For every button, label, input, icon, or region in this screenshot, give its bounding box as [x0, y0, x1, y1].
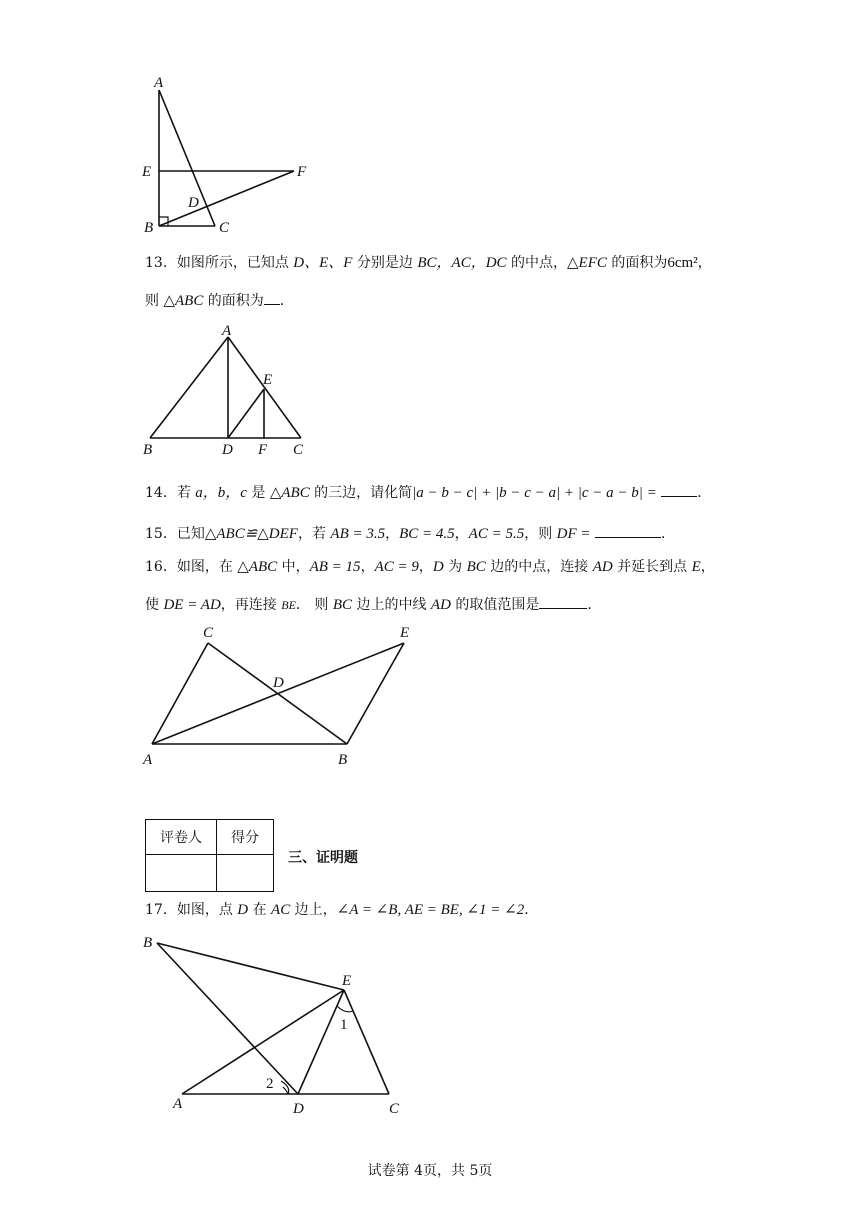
- label-b: B: [338, 752, 348, 768]
- segment-ab: [150, 337, 228, 438]
- label-c: C: [389, 1101, 400, 1117]
- question-15: 15．已知△ABC≌△DEF，若 AB = 3.5，BC = 4.5，AC = 5.5，则 DF = ．: [145, 522, 675, 544]
- segment-ac: [152, 643, 208, 744]
- segment-ae: [152, 643, 404, 744]
- label-e: E: [263, 372, 273, 388]
- label-a: A: [154, 75, 164, 91]
- label-c: C: [219, 220, 230, 236]
- segment-be: [347, 643, 404, 744]
- answer-blank-15[interactable]: [595, 522, 661, 538]
- segment-bf: [159, 171, 294, 226]
- label-d: D: [188, 195, 199, 211]
- grader-cell[interactable]: [146, 855, 217, 892]
- label-b: B: [143, 442, 153, 458]
- section-title: 三、证明题: [288, 850, 358, 866]
- segment-de: [228, 389, 264, 438]
- label-e: E: [342, 973, 352, 989]
- label-d: D: [293, 1101, 304, 1117]
- label-e: E: [142, 164, 152, 180]
- question-16-line-2: 使 DE = AD，再连接 BE． 则 BC 边上的中线 AD 的取值范围是 ．: [145, 593, 601, 615]
- score-header: 得分: [217, 820, 274, 855]
- label-c: C: [203, 625, 214, 641]
- figure-q13: [135, 320, 315, 460]
- figure-q12: [130, 70, 330, 240]
- score-table: [145, 819, 274, 892]
- grader-header: 评卷人: [146, 820, 217, 855]
- label-d: D: [222, 442, 233, 458]
- segment-be: [157, 943, 344, 990]
- question-13-line-2: 则 △ABC 的面积为 ．: [145, 289, 294, 311]
- label-f: F: [258, 442, 268, 458]
- answer-blank-14[interactable]: [661, 481, 697, 497]
- segment-ac: [159, 90, 215, 226]
- label-e: E: [400, 625, 410, 641]
- label-b: B: [144, 220, 154, 236]
- label-a: A: [173, 1096, 183, 1112]
- answer-blank-16[interactable]: [539, 593, 587, 609]
- question-13-line-1: 13．如图所示，已知点 D、E、F 分别是边 BC，AC，DC 的中点，△EFC 的面积为6cm²，: [145, 255, 712, 271]
- question-14: 14．若 a，b，c 是 △ABC 的三边，请化简|a − b − c| + |b − c − a| + |c − a − b| = ．: [145, 481, 711, 503]
- label-angle-2: 2: [266, 1076, 274, 1092]
- answer-blank-13[interactable]: [264, 289, 280, 305]
- label-a: A: [222, 323, 232, 339]
- label-c: C: [293, 442, 304, 458]
- figure-q17: [135, 925, 425, 1125]
- label-angle-1: 1: [340, 1017, 348, 1033]
- score-cell[interactable]: [217, 855, 274, 892]
- segment-ae: [182, 990, 344, 1094]
- figure-q16: [135, 615, 435, 775]
- segment-bd: [157, 943, 298, 1094]
- segment-ec: [344, 990, 389, 1094]
- label-f: F: [297, 164, 307, 180]
- label-d: D: [273, 675, 284, 691]
- label-b: B: [143, 935, 153, 951]
- label-a: A: [143, 752, 153, 768]
- angle-2-arc: [283, 1087, 288, 1094]
- question-17: 17．如图，点 D 在 AC 边上，∠A = ∠B, AE = BE, ∠1 = ∠2．: [145, 902, 539, 918]
- page-footer: 试卷第 4页，共 5页: [367, 1163, 493, 1179]
- question-16-line-1: 16．如图，在 △ABC 中，AB = 15，AC = 9，D 为 BC 边的中点，连接 AD 并延长到点 E，: [145, 559, 715, 575]
